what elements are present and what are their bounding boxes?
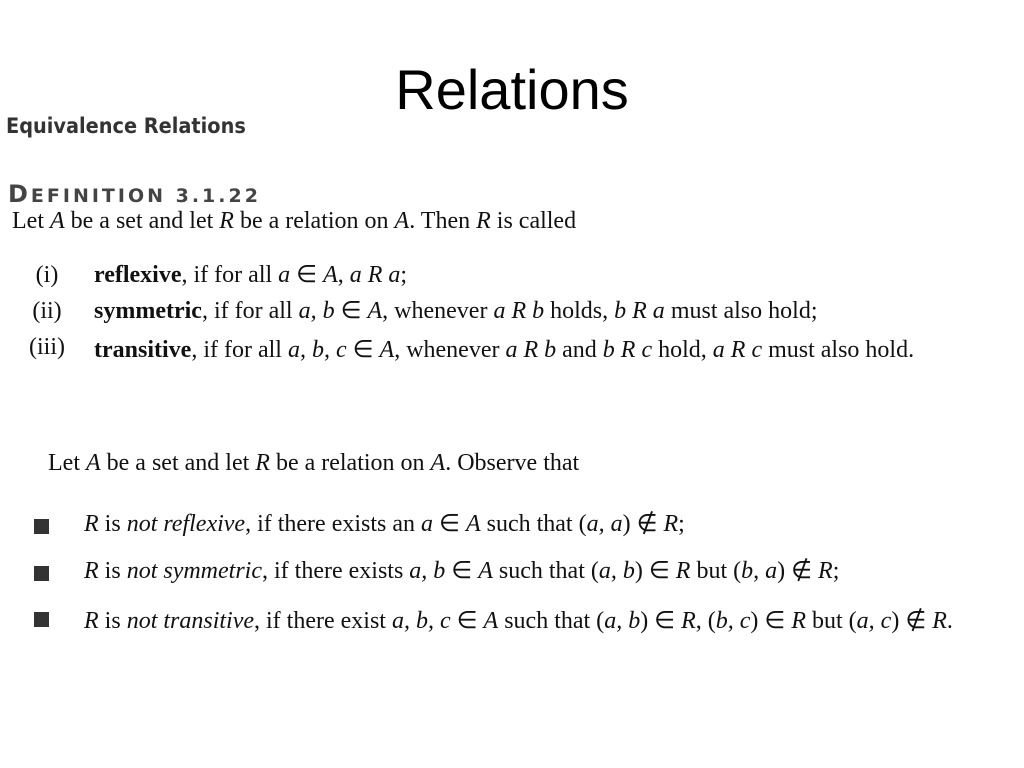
item-text: transitive, if for all a, b, c ∈ A, whenever a R b and b R c hold, a R c must also hold. <box>94 337 915 363</box>
term-symmetric: symmetric <box>94 298 202 324</box>
item-number: (ii) <box>32 298 62 324</box>
item-number: (i) <box>35 262 59 288</box>
item-text: symmetric, if for all a, b ∈ A, whenever a R b holds, b R a must also hold; <box>94 298 818 324</box>
item-text: reflexive, if for all a ∈ A, a R a; <box>94 262 408 288</box>
definition-label-rest: EFINITION 3.1.22 <box>30 185 261 207</box>
square-bullet-icon <box>34 566 49 581</box>
bullet-text: R is not symmetric, if there exists a, b ∈ A such that (a, b) ∈ R but (b, a) ∉ R; <box>84 558 840 584</box>
square-bullet-icon <box>34 519 49 534</box>
bullet-text: R is not reflexive, if there exists an a ∈ A such that (a, a) ∉ R; <box>84 511 685 537</box>
item-number: (iii) <box>29 334 65 360</box>
definition-intro: Let A be a set and let R be a relation on A. Then R is called <box>12 208 577 234</box>
square-bullet-icon <box>34 612 49 627</box>
section-heading: Equivalence Relations <box>6 114 246 138</box>
term-reflexive: reflexive <box>94 262 182 288</box>
slide-title: Relations <box>395 58 629 121</box>
definition-label-cap: D <box>8 180 31 208</box>
observe-intro: Let A be a set and let R be a relation on A. Observe that <box>48 450 580 476</box>
definition-label <box>8 180 261 208</box>
bullet-text: R is not transitive, if there exist a, b, c ∈ A such that (a, b) ∈ R, (b, c) ∈ R but (a, c) ∉ R. <box>84 608 953 634</box>
term-transitive: transitive <box>94 337 192 363</box>
